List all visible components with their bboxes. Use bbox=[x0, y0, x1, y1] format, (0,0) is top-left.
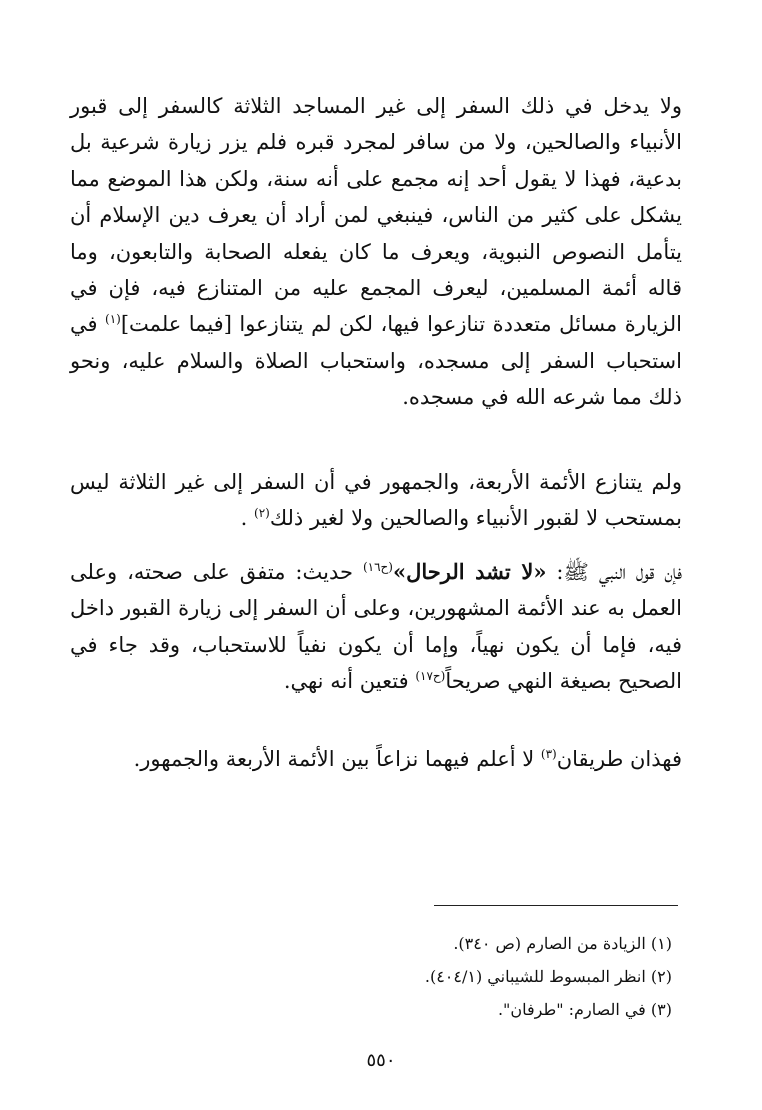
paragraph-4-text-a: فهذان طريقان bbox=[556, 747, 682, 771]
footnote-ref-3: (٣) bbox=[540, 747, 557, 761]
footnote-ref-1: (١) bbox=[105, 312, 121, 327]
paragraph-1-text-a: ولا يدخل في ذلك السفر إلى غير المساجد الثلاثة كالسفر إلى قبور الأنبياء والصالحين، ولا من سافر لمجرد قبره فلم يزر زيارة شرعية بل بدعية، فهذا لا يقول أحد إنه مجمع على أنه سنة، ولكن هذا الموضع مما يشكل على كثير من الناس، فينبغي لمن أراد أن يعرف دين الإسلام أن يتأمل النصوص النبوية، ويعرف ما كان يفعله الصحابة والتابعون، وما قاله أئمة المسلمين، ليعرف المجمع عليه من المتنازع فيه، فإن في الزيارة مسائل متعددة تنازعوا فيها، لكن لم يتنازعوا [فيما علمت] bbox=[70, 94, 682, 337]
footnote-1: (١) الزيادة من الصارم (ص ٣٤٠). bbox=[453, 934, 672, 953]
paragraph-4-text-b: لا أعلم فيهما نزاعاً بين الأئمة الأربعة والجمهور. bbox=[133, 747, 541, 771]
footnote-2: (٢) انظر المبسوط للشيباني (٤٠٤/١). bbox=[424, 967, 672, 986]
footnote-divider bbox=[434, 905, 678, 906]
footnote-ref-2: (٢) bbox=[254, 506, 270, 521]
hadith-ref-17: (ح١٧) bbox=[415, 669, 446, 684]
paragraph-1-text-b: في استحباب السفر إلى مسجده، واستحباب الصلاة والسلام عليه، ونحو ذلك مما شرعه الله في مسجده. bbox=[70, 312, 682, 410]
paragraph-2-text-b: . bbox=[240, 506, 254, 531]
paragraph-3-text-a: فإن قول النبي ﷺ: bbox=[546, 560, 682, 584]
paragraph-2 bbox=[70, 464, 682, 537]
paragraph-3-text-c: فتعين أنه نهي. bbox=[283, 669, 416, 694]
footnotes bbox=[112, 927, 672, 1026]
paragraph-3 bbox=[70, 554, 682, 700]
hadith-quote: «لا تشد الرحال» bbox=[392, 559, 547, 584]
hadith-ref-16: (ح١٦) bbox=[362, 560, 393, 574]
page-number: ٥٥٠ bbox=[366, 1050, 396, 1071]
paragraph-1 bbox=[70, 88, 682, 416]
paragraph-2-text-a: ولم يتنازع الأئمة الأربعة، والجمهور في أن السفر إلى غير الثلاثة ليس بمستحب لا لقبور الأنبياء والصالحين ولا لغير ذلك bbox=[70, 470, 682, 531]
footnote-3: (٣) في الصارم: "طرفان". bbox=[497, 1000, 672, 1019]
paragraph-4 bbox=[70, 741, 682, 777]
paragraph-3-text-b: حديث: متفق على صحته، وعلى العمل به عند الأئمة المشهورين، وعلى أن السفر إلى زيارة القبور داخل فيه، فإما أن يكون نهياً، وإما أن يكون نفياً للاستحباب، وقد جاء في الصحيح بصيغة النهي صريحاً bbox=[70, 560, 682, 694]
